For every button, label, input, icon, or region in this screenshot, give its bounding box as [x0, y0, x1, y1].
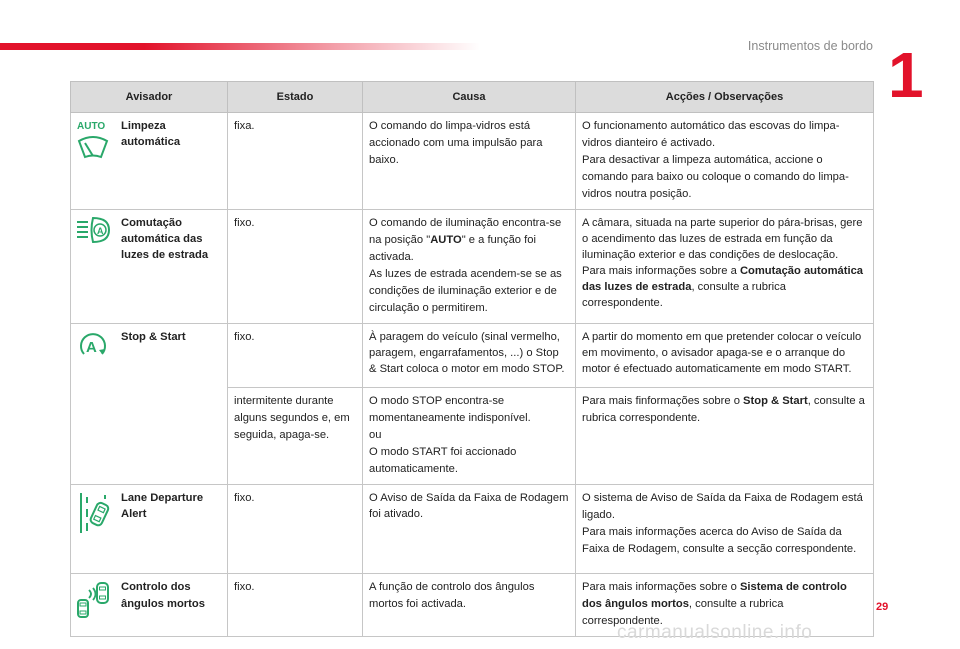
page-number: 29	[876, 601, 889, 613]
accoes-text: O sistema de Aviso de Saída da Faixa de Rodagem está ligado.	[582, 492, 863, 521]
accoes-text-2: Para mais informações acerca do Aviso de Saída da Faixa de Rodagem, consulte a secção correspondente.	[582, 526, 857, 555]
accoes-text: A câmara, situada na parte superior do pára-brisas, gere o acendimento das luzes de estrada em função da iluminação exterior e das condições de deslocação.	[582, 217, 863, 261]
row-name-empty	[115, 388, 228, 485]
row-name: Controlo dos ângulos mortos	[115, 574, 228, 637]
header-avisador: Avisador	[71, 82, 228, 113]
row-estado: fixa.	[228, 113, 363, 210]
row-estado: intermitente durante alguns segundos e, em seguida, apaga-se.	[228, 388, 363, 485]
row-accoes	[576, 388, 874, 485]
causa-text: O modo STOP encontra-se momentaneamente indisponível.	[369, 395, 531, 424]
icon-cell	[71, 485, 116, 574]
svg-text:A: A	[86, 339, 97, 356]
accoes-post: , consulte a rubrica correspondente.	[582, 281, 786, 309]
causa-text-a: O comando de iluminação encontra-se na posição "	[369, 217, 562, 246]
row-causa: O comando do limpa-vidros está accionado com uma impulsão para baixo.	[363, 113, 576, 210]
row-causa: A função de controlo dos ângulos mortos foi activada.	[363, 574, 576, 637]
causa-text	[369, 215, 569, 266]
icon-cell	[71, 574, 116, 637]
row-causa: À paragem do veículo (sinal vermelho, paragem, engarrafamentos, ...) o Stop & Start coloca o motor em modo STOP.	[363, 324, 576, 388]
table-header-row	[71, 82, 874, 113]
svg-text:AUTO: AUTO	[77, 121, 106, 132]
row-estado: fixo.	[228, 324, 363, 388]
causa-text-3: O modo START foi accionado automaticamente.	[369, 446, 517, 475]
stop-start-icon	[75, 330, 111, 362]
row-estado: fixo.	[228, 574, 363, 637]
accoes-bold: Stop & Start	[743, 395, 808, 407]
row-name: Lane Departure Alert	[115, 485, 228, 574]
header-accoes: Acções / Observações	[576, 82, 874, 113]
row-accoes	[576, 210, 874, 324]
causa-text-bold: AUTO	[430, 234, 462, 246]
accoes-pre: Para mais informações sobre o	[582, 581, 740, 593]
causa-text-2: ou	[369, 429, 382, 441]
svg-text:A: A	[97, 226, 104, 236]
accoes-text: O funcionamento automático das escovas do limpa-vidros dianteiro é activado.	[582, 120, 840, 149]
accoes-bold: Comutação automática das luzes de estrada	[582, 265, 864, 293]
table-row	[71, 210, 874, 324]
icon-cell	[71, 210, 116, 324]
watermark: carmanualsonline.info	[617, 622, 813, 643]
accoes-bold: Sistema de controlo dos ângulos mortos	[582, 581, 847, 610]
row-accoes	[576, 485, 874, 574]
accoes-post: , consulte a rubrica correspondente.	[582, 395, 865, 424]
icon-cell	[71, 113, 116, 210]
table-row	[71, 113, 874, 210]
icon-cell-empty	[71, 388, 116, 485]
header-accent-bar	[0, 43, 480, 50]
chapter-number: 1	[888, 39, 924, 111]
accoes-post: , consulte a rubrica correspondente.	[582, 598, 784, 627]
table-row	[71, 324, 874, 388]
header-estado: Estado	[228, 82, 363, 113]
causa-text-2: As luzes de estrada acendem-se se as condições de iluminação exterior e de circulação o permitirem.	[369, 268, 562, 314]
row-estado: fixo.	[228, 485, 363, 574]
blind-spot-icon	[75, 580, 111, 620]
accoes-pre: Para mais informações sobre a	[582, 265, 740, 277]
icon-cell	[71, 324, 116, 388]
warning-lights-table	[70, 81, 874, 637]
table-row	[71, 388, 874, 485]
accoes-text-2: Para desactivar a limpeza automática, accione o comando para baixo ou coloque o comando do limpa-vidros noutra posição.	[582, 154, 849, 200]
row-causa	[363, 210, 576, 324]
row-accoes: A partir do momento em que pretender colocar o veículo em movimento, o avisador apaga-se e o arranque do motor é efectuado automaticamente em modo START.	[576, 324, 874, 388]
auto-high-beam-icon	[75, 216, 111, 246]
accoes-text-2	[582, 263, 867, 311]
section-title: Instrumentos de bordo	[747, 39, 873, 53]
row-accoes	[576, 113, 874, 210]
row-name: Limpeza automática	[115, 113, 228, 210]
accoes-pre: Para mais finformações sobre o	[582, 395, 744, 407]
row-name: Stop & Start	[115, 324, 228, 388]
header-causa: Causa	[363, 82, 576, 113]
row-causa	[363, 388, 576, 485]
row-causa: O Aviso de Saída da Faixa de Rodagem foi ativado.	[363, 485, 576, 574]
auto-wiper-icon	[75, 119, 111, 163]
row-name: Comutação automática das luzes de estrada	[115, 210, 228, 324]
table-row	[71, 485, 874, 574]
row-estado: fixo.	[228, 210, 363, 324]
causa-text-b: " e a função foi activada.	[369, 234, 536, 263]
lane-departure-icon	[75, 491, 111, 535]
